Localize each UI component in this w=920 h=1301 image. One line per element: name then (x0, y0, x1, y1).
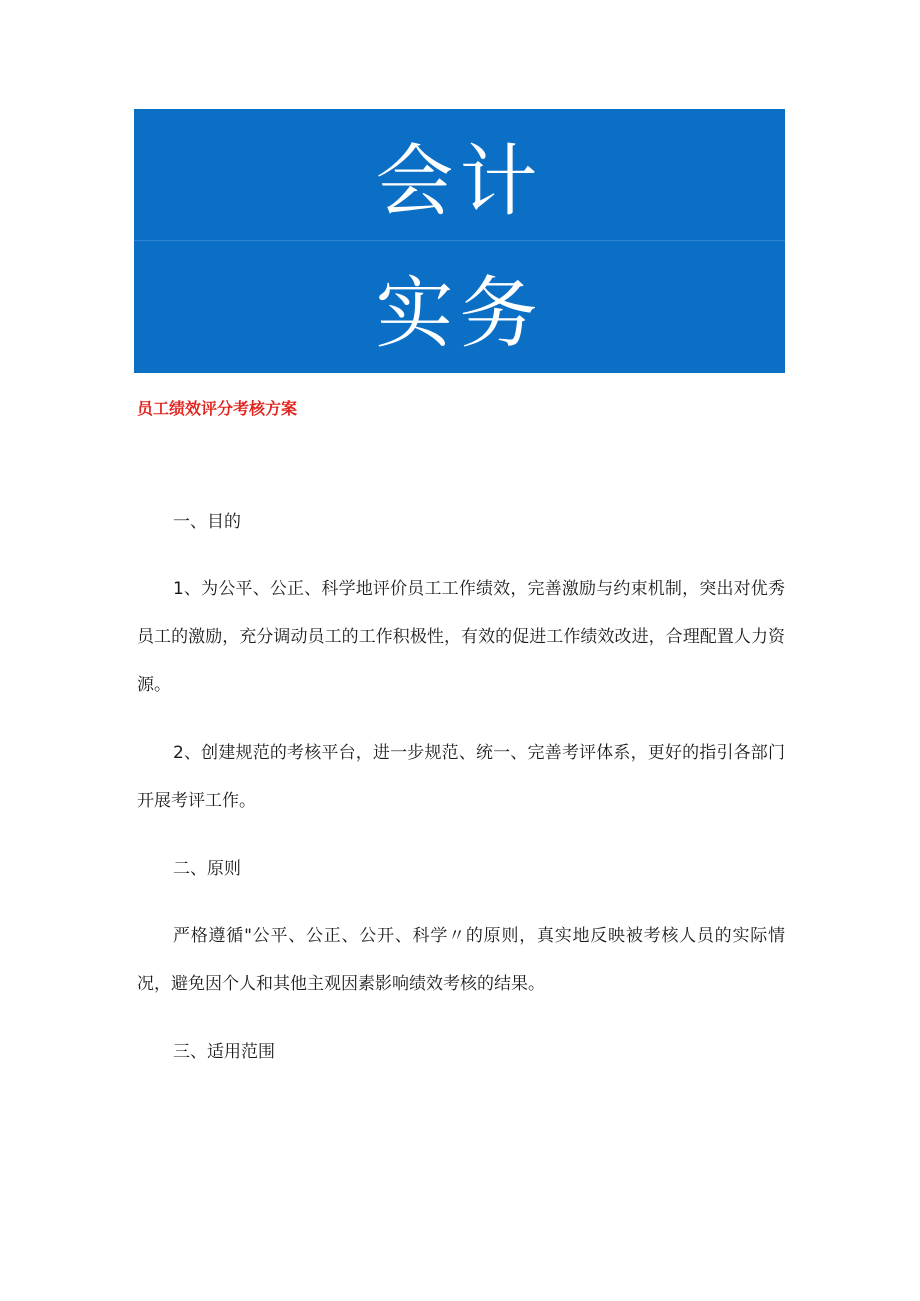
banner-line-2: 实务 (375, 268, 544, 359)
section-heading-scope: 三、适用范围 (173, 1042, 275, 1062)
banner-line-1: 会计 (375, 136, 544, 227)
paragraph-principle: 严格遵循"公平、公正、公开、科学〃的原则，真实地反映被考核人员的实际情况，避免因个人和其他主观因素影响绩效考核的结果。 (137, 926, 785, 994)
paragraph-purpose-2: 2、创建规范的考核平台，进一步规范、统一、完善考评体系，更好的指引各部门开展考评工作。 (137, 743, 785, 811)
document-title: 员工绩效评分考核方案 (137, 399, 298, 418)
title-banner (134, 109, 785, 373)
section-heading-purpose: 一、目的 (173, 512, 241, 532)
section-heading-principle: 二、原则 (173, 859, 241, 879)
paragraph-purpose-1: 1、为公平、公正、科学地评价员工工作绩效，完善激励与约束机制，突出对优秀员工的激励，充分调动员工的工作积极性，有效的促进工作绩效改进，合理配置人力资源。 (137, 579, 785, 695)
